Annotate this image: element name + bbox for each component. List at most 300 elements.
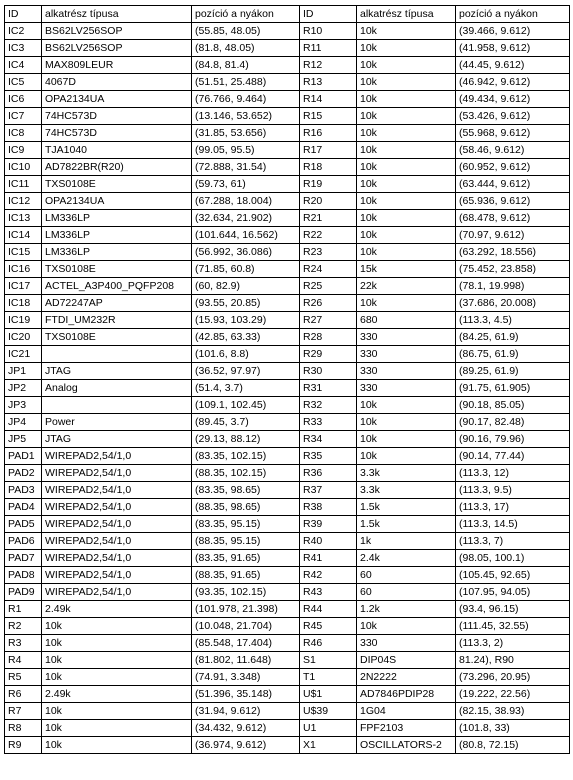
position-cell-2: (107.95, 94.05) (456, 584, 570, 601)
type-cell-2: 10k (357, 74, 456, 91)
table-row (5, 278, 570, 295)
type-cell: TXS0108E (42, 329, 192, 346)
id-cell-2: X1 (300, 737, 357, 754)
id-cell-2: R39 (300, 516, 357, 533)
position-cell: (81.8, 48.05) (192, 40, 300, 57)
position-cell: (51.4, 3.7) (192, 380, 300, 397)
table-row (5, 23, 570, 40)
type-cell-2: 10k (357, 159, 456, 176)
table-body (5, 6, 570, 754)
position-cell: (83.35, 95.15) (192, 516, 300, 533)
position-cell-2: (90.17, 82.48) (456, 414, 570, 431)
position-cell: (31.94, 9.612) (192, 703, 300, 720)
type-cell-2: 330 (357, 635, 456, 652)
type-cell: alkatrész típusa (42, 6, 192, 23)
type-cell: JTAG (42, 431, 192, 448)
id-cell: JP3 (5, 397, 42, 414)
type-cell: BS62LV256SOP (42, 40, 192, 57)
type-cell-2: 330 (357, 380, 456, 397)
position-cell: (59.73, 61) (192, 176, 300, 193)
position-cell-2: (90.18, 85.05) (456, 397, 570, 414)
id-cell-2: R44 (300, 601, 357, 618)
type-cell-2: 2N2222 (357, 669, 456, 686)
id-cell-2: R37 (300, 482, 357, 499)
type-cell-2: FPF2103 (357, 720, 456, 737)
id-cell-2: R43 (300, 584, 357, 601)
id-cell-2: R26 (300, 295, 357, 312)
type-cell-2: 10k (357, 125, 456, 142)
table-row (5, 346, 570, 363)
position-cell-2: (111.45, 32.55) (456, 618, 570, 635)
position-cell: (56.992, 36.086) (192, 244, 300, 261)
table-row (5, 499, 570, 516)
position-cell: (85.548, 17.404) (192, 635, 300, 652)
position-cell-2: (105.45, 92.65) (456, 567, 570, 584)
type-cell-2: 10k (357, 431, 456, 448)
position-cell: (51.396, 35.148) (192, 686, 300, 703)
position-cell: (84.8, 81.4) (192, 57, 300, 74)
id-cell-2: R12 (300, 57, 357, 74)
position-cell-2: (41.958, 9.612) (456, 40, 570, 57)
table-row (5, 227, 570, 244)
position-cell: (13.146, 53.652) (192, 108, 300, 125)
type-cell: WIREPAD2,54/1,0 (42, 516, 192, 533)
type-cell: WIREPAD2,54/1,0 (42, 499, 192, 516)
type-cell: FTDI_UM232R (42, 312, 192, 329)
position-cell: (67.288, 18.004) (192, 193, 300, 210)
table-row (5, 261, 570, 278)
position-cell-2: (113.3, 4.5) (456, 312, 570, 329)
table-row (5, 91, 570, 108)
id-cell: IC6 (5, 91, 42, 108)
type-cell-2: DIP04S (357, 652, 456, 669)
type-cell-2: 1G04 (357, 703, 456, 720)
position-cell: (101.6, 8.8) (192, 346, 300, 363)
table-row (5, 686, 570, 703)
position-cell: (42.85, 63.33) (192, 329, 300, 346)
position-cell-2: (78.1, 19.998) (456, 278, 570, 295)
position-cell: (83.35, 102.15) (192, 448, 300, 465)
id-cell-2: R14 (300, 91, 357, 108)
id-cell: IC4 (5, 57, 42, 74)
type-cell-2: 330 (357, 329, 456, 346)
position-cell: (71.85, 60.8) (192, 261, 300, 278)
id-cell-2: R34 (300, 431, 357, 448)
id-cell: IC19 (5, 312, 42, 329)
position-cell-2: (82.15, 38.93) (456, 703, 570, 720)
type-cell: MAX809LEUR (42, 57, 192, 74)
id-cell: PAD5 (5, 516, 42, 533)
table-row (5, 244, 570, 261)
table-row (5, 193, 570, 210)
table-row (5, 618, 570, 635)
id-cell: JP5 (5, 431, 42, 448)
position-cell-2: (86.75, 61.9) (456, 346, 570, 363)
id-cell-2: U$39 (300, 703, 357, 720)
table-row (5, 567, 570, 584)
position-cell-2: (93.4, 96.15) (456, 601, 570, 618)
position-cell: (55.85, 48.05) (192, 23, 300, 40)
type-cell: WIREPAD2,54/1,0 (42, 448, 192, 465)
position-cell: (15.93, 103.29) (192, 312, 300, 329)
position-cell: (36.974, 9.612) (192, 737, 300, 754)
id-cell: ID (5, 6, 42, 23)
position-cell-2: (98.05, 100.1) (456, 550, 570, 567)
table-row (5, 533, 570, 550)
type-cell-2: 3.3k (357, 482, 456, 499)
id-cell: PAD4 (5, 499, 42, 516)
position-cell-2: (49.434, 9.612) (456, 91, 570, 108)
type-cell-2: 10k (357, 142, 456, 159)
type-cell-2: 1k (357, 533, 456, 550)
id-cell: IC10 (5, 159, 42, 176)
table-row (5, 57, 570, 74)
id-cell-2: R46 (300, 635, 357, 652)
position-cell-2: (58.46, 9.612) (456, 142, 570, 159)
table-row (5, 465, 570, 482)
table-header-row (5, 6, 570, 23)
id-cell-2: R45 (300, 618, 357, 635)
type-cell-2: OSCILLATORS-2 (357, 737, 456, 754)
type-cell: 74HC573D (42, 125, 192, 142)
position-cell-2: (63.444, 9.612) (456, 176, 570, 193)
id-cell: IC14 (5, 227, 42, 244)
id-cell: IC8 (5, 125, 42, 142)
id-cell-2: R16 (300, 125, 357, 142)
type-cell: WIREPAD2,54/1,0 (42, 567, 192, 584)
type-cell-2: 10k (357, 295, 456, 312)
type-cell-2: 10k (357, 176, 456, 193)
id-cell-2: U1 (300, 720, 357, 737)
id-cell-2: U$1 (300, 686, 357, 703)
position-cell: (93.35, 102.15) (192, 584, 300, 601)
id-cell: R8 (5, 720, 42, 737)
table-row (5, 448, 570, 465)
position-cell-2: (53.426, 9.612) (456, 108, 570, 125)
id-cell-2: R42 (300, 567, 357, 584)
position-cell-2: (60.952, 9.612) (456, 159, 570, 176)
table-row (5, 397, 570, 414)
type-cell-2: 22k (357, 278, 456, 295)
type-cell-2: 3.3k (357, 465, 456, 482)
type-cell-2: 1.5k (357, 499, 456, 516)
type-cell-2: 10k (357, 227, 456, 244)
id-cell-2: R31 (300, 380, 357, 397)
type-cell-2: 10k (357, 40, 456, 57)
type-cell: 2.49k (42, 601, 192, 618)
position-cell-2: (46.942, 9.612) (456, 74, 570, 91)
type-cell: LM336LP (42, 210, 192, 227)
type-cell: TJA1040 (42, 142, 192, 159)
component-table (4, 5, 570, 754)
id-cell-2: R25 (300, 278, 357, 295)
id-cell: IC2 (5, 23, 42, 40)
table-row (5, 669, 570, 686)
id-cell: IC11 (5, 176, 42, 193)
table-row (5, 482, 570, 499)
type-cell-2: 1.5k (357, 516, 456, 533)
position-cell-2: pozíció a nyákon (456, 6, 570, 23)
position-cell-2: (101.8, 33) (456, 720, 570, 737)
table-row (5, 720, 570, 737)
type-cell-2: 10k (357, 91, 456, 108)
position-cell-2: 81.24), R90 (456, 652, 570, 669)
type-cell: AD72247AP (42, 295, 192, 312)
id-cell-2: R38 (300, 499, 357, 516)
table-row (5, 295, 570, 312)
type-cell-2: 10k (357, 210, 456, 227)
type-cell: 10k (42, 669, 192, 686)
id-cell: R2 (5, 618, 42, 635)
id-cell-2: R32 (300, 397, 357, 414)
type-cell-2: 10k (357, 108, 456, 125)
id-cell-2: R22 (300, 227, 357, 244)
type-cell: TXS0108E (42, 176, 192, 193)
table-row (5, 601, 570, 618)
position-cell-2: (65.936, 9.612) (456, 193, 570, 210)
type-cell: WIREPAD2,54/1,0 (42, 482, 192, 499)
type-cell (42, 346, 192, 363)
position-cell-2: (91.75, 61.905) (456, 380, 570, 397)
type-cell: 10k (42, 635, 192, 652)
position-cell: (109.1, 102.45) (192, 397, 300, 414)
type-cell-2: 2.4k (357, 550, 456, 567)
id-cell: R7 (5, 703, 42, 720)
table-row (5, 312, 570, 329)
position-cell: (31.85, 53.656) (192, 125, 300, 142)
position-cell: (10.048, 21.704) (192, 618, 300, 635)
type-cell-2: 10k (357, 23, 456, 40)
position-cell: (99.05, 95.5) (192, 142, 300, 159)
type-cell-2: 330 (357, 363, 456, 380)
position-cell: (34.432, 9.612) (192, 720, 300, 737)
id-cell-2: R23 (300, 244, 357, 261)
id-cell: PAD1 (5, 448, 42, 465)
position-cell: (51.51, 25.488) (192, 74, 300, 91)
type-cell: TXS0108E (42, 261, 192, 278)
position-cell: (72.888, 31.54) (192, 159, 300, 176)
id-cell-2: R21 (300, 210, 357, 227)
type-cell: WIREPAD2,54/1,0 (42, 584, 192, 601)
id-cell-2: R30 (300, 363, 357, 380)
position-cell-2: (113.3, 12) (456, 465, 570, 482)
type-cell-2: 10k (357, 397, 456, 414)
table-row (5, 210, 570, 227)
id-cell: JP2 (5, 380, 42, 397)
position-cell: (83.35, 98.65) (192, 482, 300, 499)
id-cell-2: R27 (300, 312, 357, 329)
position-cell-2: (84.25, 61.9) (456, 329, 570, 346)
id-cell: PAD8 (5, 567, 42, 584)
id-cell: IC18 (5, 295, 42, 312)
type-cell: WIREPAD2,54/1,0 (42, 465, 192, 482)
position-cell-2: (90.16, 79.96) (456, 431, 570, 448)
position-cell-2: (70.97, 9.612) (456, 227, 570, 244)
id-cell: IC5 (5, 74, 42, 91)
id-cell-2: R17 (300, 142, 357, 159)
type-cell-2: AD7846PDIP28 (357, 686, 456, 703)
table-row (5, 584, 570, 601)
type-cell: ACTEL_A3P400_PQFP208 (42, 278, 192, 295)
type-cell-2: 10k (357, 244, 456, 261)
type-cell: LM336LP (42, 244, 192, 261)
id-cell: PAD9 (5, 584, 42, 601)
type-cell: WIREPAD2,54/1,0 (42, 550, 192, 567)
id-cell: IC17 (5, 278, 42, 295)
table-row (5, 363, 570, 380)
type-cell: OPA2134UA (42, 91, 192, 108)
id-cell: R4 (5, 652, 42, 669)
position-cell-2: (63.292, 18.556) (456, 244, 570, 261)
position-cell-2: (80.8, 72.15) (456, 737, 570, 754)
id-cell: PAD2 (5, 465, 42, 482)
position-cell: (29.13, 88.12) (192, 431, 300, 448)
position-cell-2: (19.222, 22.56) (456, 686, 570, 703)
type-cell: WIREPAD2,54/1,0 (42, 533, 192, 550)
type-cell-2: 10k (357, 57, 456, 74)
id-cell: R6 (5, 686, 42, 703)
id-cell-2: R35 (300, 448, 357, 465)
type-cell: Power (42, 414, 192, 431)
table-row (5, 635, 570, 652)
position-cell: (36.52, 97.97) (192, 363, 300, 380)
type-cell-2: alkatrész típusa (357, 6, 456, 23)
id-cell: PAD6 (5, 533, 42, 550)
position-cell-2: (39.466, 9.612) (456, 23, 570, 40)
position-cell: (101.978, 21.398) (192, 601, 300, 618)
id-cell: PAD3 (5, 482, 42, 499)
type-cell-2: 680 (357, 312, 456, 329)
table-row (5, 414, 570, 431)
position-cell: pozíció a nyákon (192, 6, 300, 23)
id-cell-2: ID (300, 6, 357, 23)
id-cell-2: R40 (300, 533, 357, 550)
position-cell-2: (37.686, 20.008) (456, 295, 570, 312)
type-cell-2: 60 (357, 567, 456, 584)
type-cell: JTAG (42, 363, 192, 380)
type-cell: 10k (42, 618, 192, 635)
id-cell: IC20 (5, 329, 42, 346)
id-cell-2: R20 (300, 193, 357, 210)
table-row (5, 176, 570, 193)
position-cell-2: (113.3, 7) (456, 533, 570, 550)
type-cell: LM336LP (42, 227, 192, 244)
position-cell-2: (75.452, 23.858) (456, 261, 570, 278)
position-cell: (81.802, 11.648) (192, 652, 300, 669)
table-row (5, 159, 570, 176)
table-row (5, 380, 570, 397)
type-cell-2: 60 (357, 584, 456, 601)
type-cell: 74HC573D (42, 108, 192, 125)
position-cell-2: (89.25, 61.9) (456, 363, 570, 380)
position-cell: (32.634, 21.902) (192, 210, 300, 227)
id-cell-2: R18 (300, 159, 357, 176)
table-row (5, 550, 570, 567)
position-cell-2: (73.296, 20.95) (456, 669, 570, 686)
id-cell: IC9 (5, 142, 42, 159)
id-cell-2: R41 (300, 550, 357, 567)
table-row (5, 329, 570, 346)
position-cell: (93.55, 20.85) (192, 295, 300, 312)
id-cell: PAD7 (5, 550, 42, 567)
type-cell: 10k (42, 737, 192, 754)
id-cell: IC21 (5, 346, 42, 363)
table-row (5, 40, 570, 57)
id-cell: IC13 (5, 210, 42, 227)
table-row (5, 431, 570, 448)
id-cell-2: R19 (300, 176, 357, 193)
id-cell-2: R33 (300, 414, 357, 431)
type-cell: BS62LV256SOP (42, 23, 192, 40)
type-cell: Analog (42, 380, 192, 397)
id-cell: R9 (5, 737, 42, 754)
position-cell-2: (113.3, 2) (456, 635, 570, 652)
position-cell: (101.644, 16.562) (192, 227, 300, 244)
position-cell: (88.35, 102.15) (192, 465, 300, 482)
position-cell-2: (55.968, 9.612) (456, 125, 570, 142)
table-row (5, 737, 570, 754)
id-cell-2: R10 (300, 23, 357, 40)
id-cell-2: R13 (300, 74, 357, 91)
type-cell: 10k (42, 720, 192, 737)
id-cell-2: R29 (300, 346, 357, 363)
id-cell-2: T1 (300, 669, 357, 686)
type-cell: AD7822BR(R20) (42, 159, 192, 176)
position-cell: (88.35, 95.15) (192, 533, 300, 550)
position-cell: (76.766, 9.464) (192, 91, 300, 108)
id-cell: R3 (5, 635, 42, 652)
id-cell-2: R24 (300, 261, 357, 278)
type-cell-2: 10k (357, 448, 456, 465)
type-cell-2: 15k (357, 261, 456, 278)
type-cell-2: 330 (357, 346, 456, 363)
id-cell: R5 (5, 669, 42, 686)
type-cell: OPA2134UA (42, 193, 192, 210)
id-cell: IC15 (5, 244, 42, 261)
table-row (5, 652, 570, 669)
type-cell: 2.49k (42, 686, 192, 703)
id-cell-2: R15 (300, 108, 357, 125)
id-cell-2: S1 (300, 652, 357, 669)
position-cell-2: (113.3, 17) (456, 499, 570, 516)
id-cell: IC16 (5, 261, 42, 278)
position-cell: (88.35, 91.65) (192, 567, 300, 584)
table-row (5, 125, 570, 142)
type-cell-2: 1.2k (357, 601, 456, 618)
table-row (5, 703, 570, 720)
position-cell-2: (90.14, 77.44) (456, 448, 570, 465)
type-cell (42, 397, 192, 414)
type-cell: 4067D (42, 74, 192, 91)
id-cell: IC3 (5, 40, 42, 57)
id-cell: IC12 (5, 193, 42, 210)
table-row (5, 74, 570, 91)
table-row (5, 142, 570, 159)
type-cell: 10k (42, 703, 192, 720)
position-cell: (74.91, 3.348) (192, 669, 300, 686)
type-cell-2: 10k (357, 193, 456, 210)
id-cell-2: R28 (300, 329, 357, 346)
id-cell: JP1 (5, 363, 42, 380)
type-cell-2: 10k (357, 618, 456, 635)
position-cell: (88.35, 98.65) (192, 499, 300, 516)
position-cell-2: (113.3, 14.5) (456, 516, 570, 533)
position-cell: (83.35, 91.65) (192, 550, 300, 567)
type-cell: 10k (42, 652, 192, 669)
table-row (5, 108, 570, 125)
id-cell: JP4 (5, 414, 42, 431)
position-cell: (60, 82.9) (192, 278, 300, 295)
